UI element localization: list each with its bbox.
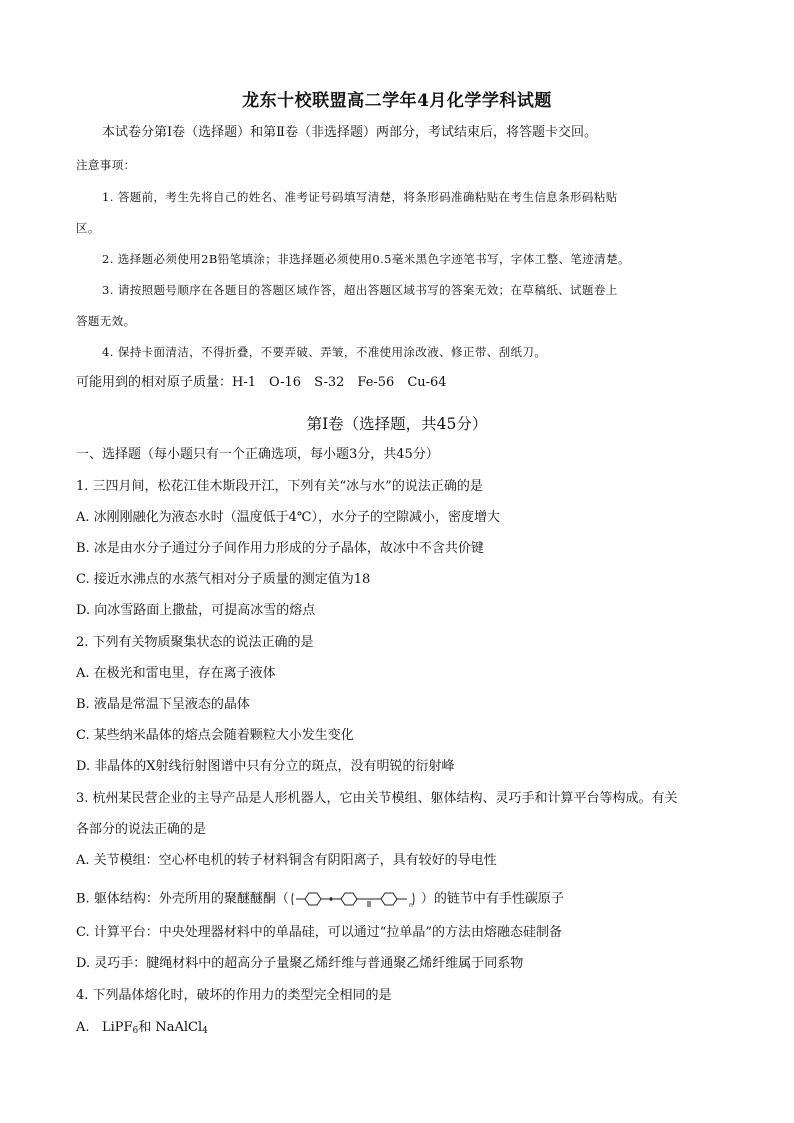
notice-item-1: 1. 答题前，考生先将自己的姓名、准考证号码填写清楚，将条形码准确粘贴在考生信息条形码粘贴 <box>102 190 618 204</box>
notice-item-2: 2. 选择题必须使用2B铅笔填涂；非选择题必须使用0.5毫米黑色字迹笔书写，字体工整、笔迹清楚。 <box>102 252 630 266</box>
question-3-option-b-prefix: B. 躯体结构：外壳所用的聚醚醚酮（ <box>76 891 289 907</box>
notice-item-3: 3. 请按照题号顺序在各题目的答题区域作答，超出答题区域书写的答案无效；在草稿纸、试题卷上 <box>102 283 618 297</box>
question-1-stem: 1. 三四月间，松花江佳木斯段开江，下列有关“冰与水”的说法正确的是 <box>76 479 483 494</box>
question-1-option-a: A. 冰刚刚融化为液态水时（温度低于4℃），水分子的空隙减小，密度增大 <box>76 510 500 525</box>
question-2-stem: 2. 下列有关物质聚集状态的说法正确的是 <box>76 635 314 650</box>
question-3-option-d: D. 灵巧手：腱绳材料中的超高分子量聚乙烯纤维与普通聚乙烯纤维属于同系物 <box>76 956 524 971</box>
peek-structure-icon <box>291 888 419 910</box>
question-2-option-b: B. 液晶是常温下呈液态的晶体 <box>76 697 250 712</box>
question-3-option-b <box>76 888 564 910</box>
notice-heading: 注意事项： <box>76 158 136 172</box>
section-title: 第Ⅰ卷（选择题，共45分） <box>306 415 488 433</box>
exam-intro: 本试卷分第Ⅰ卷（选择题）和第Ⅱ卷（非选择题）两部分，考试结束后，将答题卡交回。 <box>102 125 597 140</box>
question-3-stem-cont: 各部分的说法正确的是 <box>76 822 207 837</box>
question-3-option-b-suffix: ）的链节中有手性碳原子 <box>420 891 564 907</box>
question-4-formula-2: 和 NaAlCl <box>138 1020 203 1035</box>
question-2-option-d: D. 非晶体的X射线衍射图谱中只有分立的斑点，没有明锐的衍射峰 <box>76 759 455 774</box>
section-instruction: 一、选择题（每小题只有一个正确选项，每小题3分，共45分） <box>76 447 439 462</box>
notice-item-3-cont: 答题无效。 <box>76 314 136 328</box>
question-4-option-a-label: A. <box>76 1020 90 1035</box>
atomic-masses: 可能用到的相对原子质量：H-1 O-16 S-32 Fe-56 Cu-64 <box>76 375 447 390</box>
question-4-stem: 4. 下列晶体熔化时，破坏的作用力的类型完全相同的是 <box>76 988 392 1003</box>
question-3-option-c: C. 计算平台：中央处理器材料中的单晶硅，可以通过“拉单晶”的方法由熔融态硅制备 <box>76 925 563 940</box>
exam-title: 龙东十校联盟高二学年4月化学学科试题 <box>242 91 552 111</box>
question-1-option-c: C. 接近水沸点的水蒸气相对分子质量的测定值为18 <box>76 572 371 587</box>
question-2-option-a: A. 在极光和雷电里，存在离子液体 <box>76 666 276 681</box>
question-1-option-b: B. 冰是由水分子通过分子间作用力形成的分子晶体，故冰中不含共价键 <box>76 541 484 556</box>
question-3-stem: 3. 杭州某民营企业的主导产品是人形机器人，它由关节模组、躯体结构、灵巧手和计算平台等构成。有关 <box>76 791 678 806</box>
svg-text:n: n <box>408 902 413 909</box>
question-4-option-a <box>76 1019 208 1040</box>
question-2-option-c: C. 某些纳米晶体的熔点会随着颗粒大小发生变化 <box>76 728 354 743</box>
question-4-subscript-1: 6 <box>132 1026 139 1036</box>
notice-item-1-cont: 区。 <box>76 221 100 235</box>
question-3-option-a: A. 关节模组：空心杯电机的转子材料铜含有阴阳离子，具有较好的导电性 <box>76 853 497 868</box>
question-1-option-d: D. 向冰雪路面上撒盐，可提高冰雪的熔点 <box>76 603 316 618</box>
question-4-subscript-2: 4 <box>202 1026 208 1036</box>
notice-item-4: 4. 保持卡面清洁，不得折叠，不要弄破、弄皱，不准使用涂改液、修正带、刮纸刀。 <box>102 345 547 359</box>
question-4-formula-1: LiPF <box>101 1020 133 1035</box>
